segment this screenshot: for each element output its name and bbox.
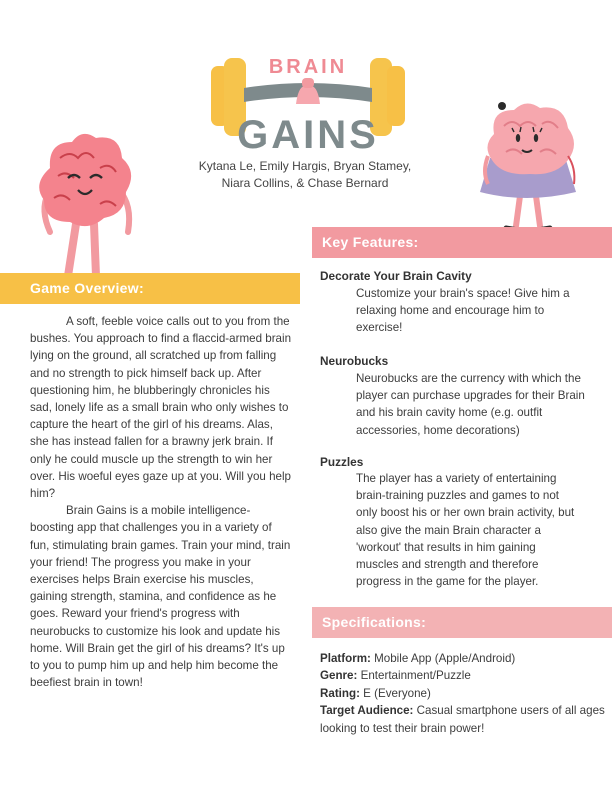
feature-body-neurobucks: Neurobucks are the currency with which the player can purchase upgrades for their Brain and his brain cavity home (e.g. outfit accessories, home decorations) (356, 372, 585, 437)
spec-label: Rating: (320, 686, 360, 700)
key-features-heading: Key Features: (312, 227, 612, 258)
brain-character-illustration (30, 128, 140, 288)
spec-rating (320, 685, 605, 702)
authors (190, 158, 420, 192)
feature-title-brain-cavity: Decorate Your Brain Cavity (320, 269, 472, 283)
spec-target-audience (320, 702, 605, 737)
specifications-heading: Specifications: (312, 607, 612, 638)
logo-gains-text: GAINS (237, 113, 379, 157)
game-overview-text (30, 313, 293, 691)
brain-girl-illustration (476, 96, 586, 242)
feature-body-brain-cavity: Customize your brain's space! Give him a relaxing home and encourage him to exercise! (356, 287, 570, 335)
authors-line-1: Kytana Le, Emily Hargis, Bryan Stamey, (198, 159, 412, 173)
spec-label: Target Audience: (320, 704, 414, 718)
overview-paragraph: A soft, feeble voice calls out to you from the bushes. You approach to find a flaccid-armed brain lying on the ground, all scratched up from falling and no strength to pick himself back up. After questioning him, he blubberingly chronicles his sad, lonely life as a small brain who only wishes to capture the heart of the girl of his dreams. Alas, she has instead fallen for a brawny jerk brain. If only he could muscle up the strength to win her over. His woeful eyes gaze up at you. Will you help him? (30, 315, 292, 501)
spec-genre (320, 667, 605, 684)
spec-platform (320, 650, 605, 667)
feature-body-puzzles: The player has a variety of entertaining brain-training puzzles and games to not only boost his or her own brain activity, but also give the main Brain character a 'workout' that results in him gaining muscles and strength and therefore progress in the game for the player. (356, 472, 575, 589)
game-overview-heading: Game Overview: (0, 273, 300, 304)
brain-gains-logo (208, 48, 408, 158)
overview-paragraph: Brain Gains is a mobile intelligence-boosting app that challenges you in a variety of fun, stimulating brain games. Train your mind, train your friend! The progress you make in your exercises helps Brain exercise his muscles, gaining strength, stamina, and confidence as he goes. Reward your friend's progress with neurobucks to customize his look and update his home. Will Brain get the girl of his dreams? It's up to you to pump him up and help him become the beefiest brain in town! (30, 504, 291, 690)
spec-value: Mobile App (Apple/Android) (374, 652, 516, 665)
logo-brain-text: BRAIN (268, 56, 348, 78)
feature-title-neurobucks: Neurobucks (320, 354, 389, 368)
spec-value: Entertainment/Puzzle (360, 669, 471, 683)
feature-title-puzzles: Puzzles (320, 455, 364, 469)
spec-value: E (Everyone) (363, 686, 431, 700)
spec-label: Genre: (320, 669, 358, 683)
authors-line-2: Niara Collins, & Chase Bernard (221, 176, 389, 190)
specifications-list (320, 650, 605, 737)
spec-value: Casual smartphone users of all ages looking to test their brain power! (320, 704, 605, 735)
spec-label: Platform: (320, 652, 371, 665)
